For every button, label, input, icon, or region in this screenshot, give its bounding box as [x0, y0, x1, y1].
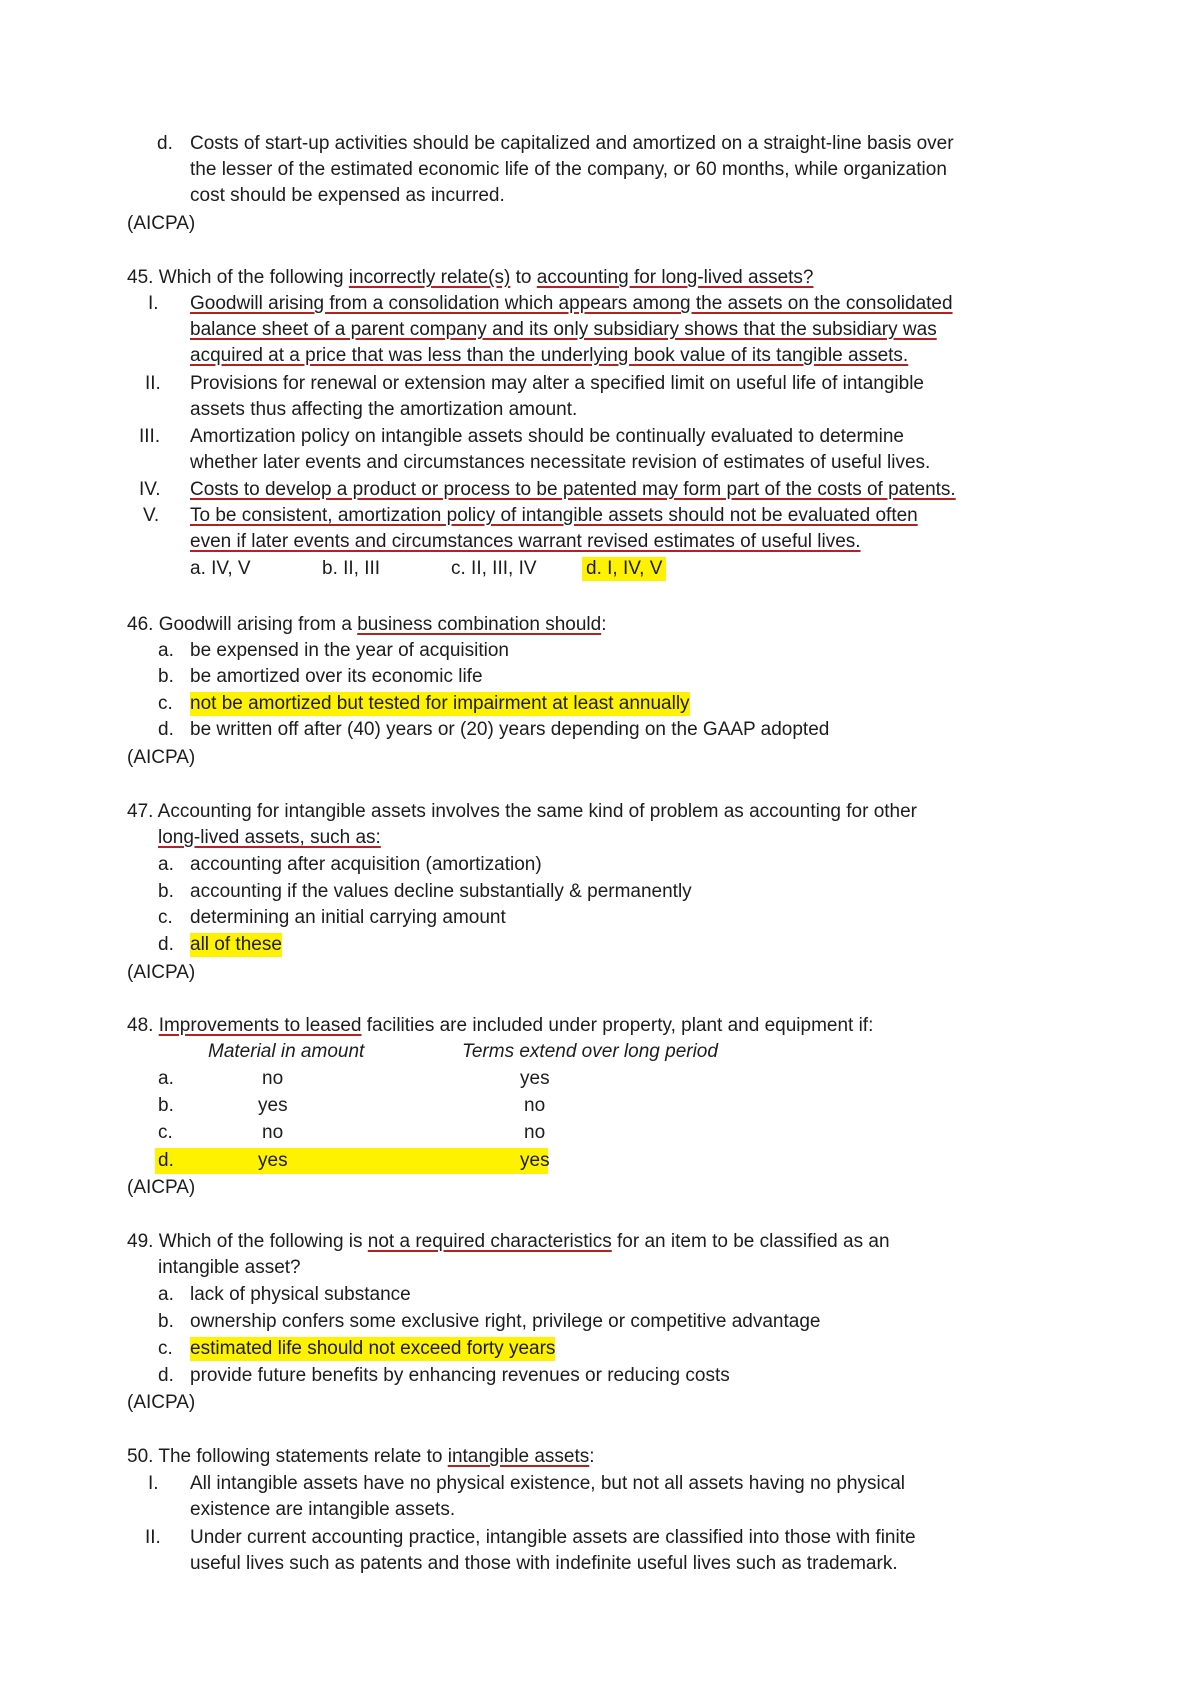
q45-item-2-line1: Provisions for renewal or extension may alter a specified limit on useful life of intangible [190, 373, 924, 394]
q45-choice-a: a. IV, V [190, 558, 251, 579]
q50-item-2-line2: useful lives such as patents and those with indefinite useful lives such as trademark. [190, 1553, 898, 1574]
q46-stem-end: : [601, 614, 607, 635]
q48-row-d-highlight [155, 1148, 548, 1174]
q50-number: 50. The following statements relate to [127, 1446, 443, 1467]
q48-row-c-material: no [262, 1122, 284, 1143]
q47-option-c: determining an initial carrying amount [190, 907, 506, 928]
q45-item-5-line2: even if later events and circumstances warrant revised estimates of useful lives. [190, 531, 861, 552]
q47-option-letter: b. [158, 881, 174, 902]
q48-column-header-material: Material in amount [208, 1041, 365, 1062]
q48-column-header-terms: Terms extend over long period [462, 1041, 718, 1062]
q44-option-d-line1: Costs of start-up activities should be capitalized and amortized on a straight-line basis over [190, 133, 954, 154]
q45-item-roman: I. [148, 293, 159, 314]
q45-item-1-line1: Goodwill arising from a consolidation which appears among the assets on the consolidated [190, 293, 953, 314]
q47-stem-line2: long-lived assets, such as: [158, 827, 381, 848]
q47-source: (AICPA) [127, 962, 196, 983]
q45-item-roman: III. [139, 426, 161, 447]
q45-stem-underline-2: accounting for long-lived assets? [536, 267, 814, 288]
q49-stem-line1 [127, 1230, 890, 1254]
q48-row-letter: b. [158, 1095, 174, 1116]
q48-row-c-terms: no [524, 1122, 546, 1143]
q45-item-roman: II. [145, 373, 161, 394]
q47-option-letter: d. [158, 934, 174, 955]
q48-stem-rest: facilities are included under property, plant and equipment if: [366, 1015, 874, 1036]
q48-row-a-terms: yes [520, 1068, 550, 1089]
q45-item-1-line2: balance sheet of a parent company and its only subsidiary shows that the subsidiary was [190, 319, 937, 340]
q46-option-c-answer: not be amortized but tested for impairment at least annually [190, 693, 690, 714]
q45-item-3-line2: whether later events and circumstances necessitate revision of estimates of useful lives. [190, 452, 931, 473]
q45-choice-d-answer: d. I, IV, V [582, 557, 666, 581]
q45-item-4-line1: Costs to develop a product or process to be patented may form part of the costs of patents. [190, 479, 956, 500]
q49-option-b: ownership confers some exclusive right, privilege or competitive advantage [190, 1311, 821, 1332]
q45-stem-mid: to [515, 267, 532, 288]
q48-stem-underline: Improvements to leased [158, 1015, 362, 1036]
q48-row-a-material: no [262, 1068, 284, 1089]
q48-number: 48. [127, 1015, 154, 1036]
q47-option-letter: a. [158, 854, 174, 875]
q46-option-letter: a. [158, 640, 174, 661]
q45-choice-b: b. II, III [322, 558, 381, 579]
q50-item-1-line2: existence are intangible assets. [190, 1499, 456, 1520]
q45-stem [127, 266, 813, 290]
q46-option-letter: d. [158, 719, 174, 740]
q48-row-b-material: yes [258, 1095, 288, 1116]
q48-source: (AICPA) [127, 1177, 196, 1198]
q44-option-d-line3: cost should be expensed as incurred. [190, 185, 505, 206]
q48-row-d-terms-answer: yes [520, 1150, 550, 1171]
q48-row-letter: d. [158, 1150, 174, 1171]
q49-source: (AICPA) [127, 1392, 196, 1413]
q46-stem [127, 613, 607, 637]
q45-item-roman: IV. [139, 479, 161, 500]
q49-stem-rest: for an item to be classified as an [617, 1231, 890, 1252]
q49-stem-line2: intangible asset? [158, 1257, 301, 1278]
q45-item-3-line1: Amortization policy on intangible assets should be continually evaluated to determine [190, 426, 904, 447]
q49-option-c-answer: estimated life should not exceed forty years [190, 1338, 556, 1359]
q49-option-letter: c. [158, 1338, 173, 1359]
q49-option-a: lack of physical substance [190, 1284, 411, 1305]
q48-stem [127, 1014, 873, 1038]
q49-number: 49. Which of the following is [127, 1231, 363, 1252]
q44-source: (AICPA) [127, 213, 196, 234]
q49-option-d: provide future benefits by enhancing revenues or reducing costs [190, 1365, 730, 1386]
q44-option-d-letter: d. [157, 133, 173, 154]
q48-row-b-terms: no [524, 1095, 546, 1116]
q46-option-b: be amortized over its economic life [190, 666, 483, 687]
q45-item-1-line3: acquired at a price that was less than the underlying book value of its tangible assets. [190, 345, 909, 366]
q49-stem-underline: not a required characteristics [367, 1231, 612, 1252]
q50-stem [127, 1445, 595, 1469]
q46-option-letter: c. [158, 693, 173, 714]
q45-item-roman: V. [143, 505, 160, 526]
q46-option-d: be written off after (40) years or (20) years depending on the GAAP adopted [190, 719, 830, 740]
q46-number: 46. Goodwill arising from a [127, 614, 352, 635]
q50-stem-end: : [589, 1446, 595, 1467]
q49-option-letter: a. [158, 1284, 174, 1305]
q47-option-letter: c. [158, 907, 173, 928]
q46-option-letter: b. [158, 666, 174, 687]
q49-option-letter: b. [158, 1311, 174, 1332]
q46-option-a: be expensed in the year of acquisition [190, 640, 509, 661]
q50-item-2-line1: Under current accounting practice, intangible assets are classified into those with finite [190, 1527, 916, 1548]
q45-stem-underline-1: incorrectly relate(s) [348, 267, 511, 288]
q49-option-letter: d. [158, 1365, 174, 1386]
q50-stem-underline: intangible assets [447, 1446, 590, 1467]
q47-option-d-answer: all of these [190, 934, 282, 955]
q50-item-roman: II. [145, 1527, 161, 1548]
q45-choice-c: c. II, III, IV [451, 558, 537, 579]
q47-stem-line1: 47. Accounting for intangible assets involves the same kind of problem as accounting for other [127, 801, 918, 822]
q47-option-a: accounting after acquisition (amortization) [190, 854, 542, 875]
q50-item-1-line1: All intangible assets have no physical existence, but not all assets having no physical [190, 1473, 906, 1494]
q46-source: (AICPA) [127, 747, 196, 768]
q45-item-5-line1: To be consistent, amortization policy of intangible assets should not be evaluated often [190, 505, 918, 526]
q48-row-letter: c. [158, 1122, 173, 1143]
q48-row-d-material-answer: yes [258, 1150, 288, 1171]
q48-row-letter: a. [158, 1068, 174, 1089]
q45-item-2-line2: assets thus affecting the amortization amount. [190, 399, 578, 420]
q46-stem-underline: business combination should [357, 614, 602, 635]
q47-option-b: accounting if the values decline substantially & permanently [190, 881, 692, 902]
q44-option-d-line2: the lesser of the estimated economic life of the company, or 60 months, while organization [190, 159, 947, 180]
q45-number: 45. Which of the following [127, 267, 344, 288]
q50-item-roman: I. [148, 1473, 159, 1494]
